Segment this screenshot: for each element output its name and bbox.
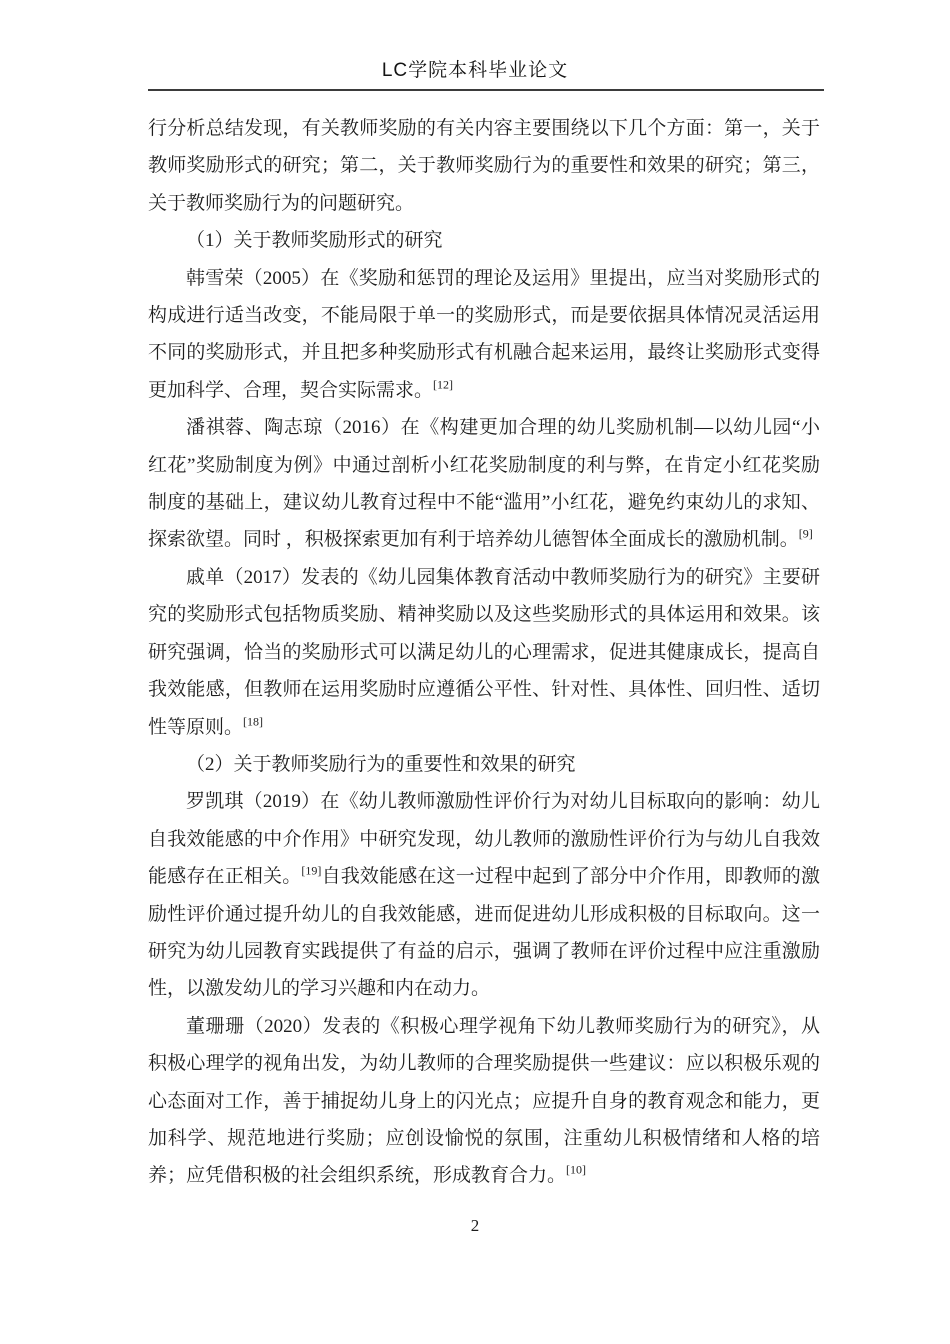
paragraph-luo-kaiqi-2019 [148, 783, 820, 1007]
paragraph-text: 罗凯琪（2019）在《幼儿教师激励性评价行为对幼儿目标取向的影响：幼儿自我效能感的中介作用》中研究发现，幼儿教师的激励性评价行为与幼儿自我效能感存在正相关。 [148, 791, 820, 888]
citation-reference: [19] [301, 863, 322, 878]
citation-reference: [12] [433, 377, 454, 392]
citation-reference: [18] [243, 714, 264, 729]
paragraph-text: 戚单（2017）发表的《幼儿园集体教育活动中教师奖励行为的研究》主要研究的奖励形式包括物质奖励、精神奖励以及这些奖励形式的具体运用和效果。该研究强调，恰当的奖励形式可以满足幼儿的心理需求，促进其健康成长，提高自我效能感，但教师在运用奖励时应遵循公平性、针对性、具体性、回归性、适切性等原则。 [148, 566, 820, 738]
page-number: 2 [470, 1216, 480, 1235]
document-body [148, 110, 820, 1195]
paragraph-text: （2）关于教师奖励行为的重要性和效果的研究 [186, 753, 576, 775]
citation-reference: [10] [566, 1163, 587, 1178]
page-header-title: LC学院本科毕业论文 [381, 60, 569, 81]
paragraph-pan-qirong-tao-zhiqiong-2016 [148, 409, 820, 559]
citation-reference: [9] [798, 527, 813, 542]
section-heading-importance-effects [148, 746, 820, 783]
paragraph-han-xuerong-2005 [148, 260, 820, 410]
paragraph-qi-dan-2017 [148, 559, 820, 746]
paragraph-text: 韩雪荣（2005）在《奖励和惩罚的理论及运用》里提出，应当对奖励形式的构成进行适当改变，不能局限于单一的奖励形式，而是要依据具体情况灵活运用不同的奖励形式，并且把多种奖励形式有机融合起来运用，最终让奖励形式变得更加科学、合理，契合实际需求。 [148, 267, 820, 401]
header-divider-rule [148, 89, 824, 91]
paragraph-text: （1）关于教师奖励形式的研究 [186, 230, 443, 252]
paragraph-text: 自我效能感在这一过程中起到了部分中介作用，即教师的激励性评价通过提升幼儿的自我效能感，进而促进幼儿形成积极的目标取向。这一研究为幼儿园教育实践提供了有益的启示，强调了教师在评价过程中应注重激励性，以激发幼儿的学习兴趣和内在动力。 [148, 866, 820, 1000]
paragraph-text: 行分析总结发现，有关教师奖励的有关内容主要围绕以下几个方面：第一，关于教师奖励形式的研究；第二，关于教师奖励行为的重要性和效果的研究；第三，关于教师奖励行为的问题研究。 [148, 118, 820, 214]
paragraph-dong-shanshan-2020 [148, 1008, 820, 1195]
intro-continuation-paragraph [148, 110, 820, 222]
paragraph-text: 董珊珊（2020）发表的《积极心理学视角下幼儿教师奖励行为的研究》，从积极心理学的视角出发，为幼儿教师的合理奖励提供一些建议：应以积极乐观的心态面对工作，善于捕捉幼儿身上的闪光点；应提升自身的教育观念和能力，更加科学、规范地进行奖励；应创设愉悦的氛围，注重幼儿积极情绪和人格的培养；应凭借积极的社会组织系统，形成教育合力。 [148, 1015, 820, 1187]
paragraph-text: 潘祺蓉、陶志琼（2016）在《构建更加合理的幼儿奖励机制—以幼儿园“小红花”奖励制度为例》中通过剖析小红花奖励制度的利与弊，在肯定小红花奖励制度的基础上，建议幼儿教育过程中不能“滥用”小红花，避免约束幼儿的求知、探索欲望。同时 ，积极探索更加有利于培养幼儿德智体全面成长的激励机制。 [148, 417, 820, 551]
section-heading-reward-forms [148, 222, 820, 259]
